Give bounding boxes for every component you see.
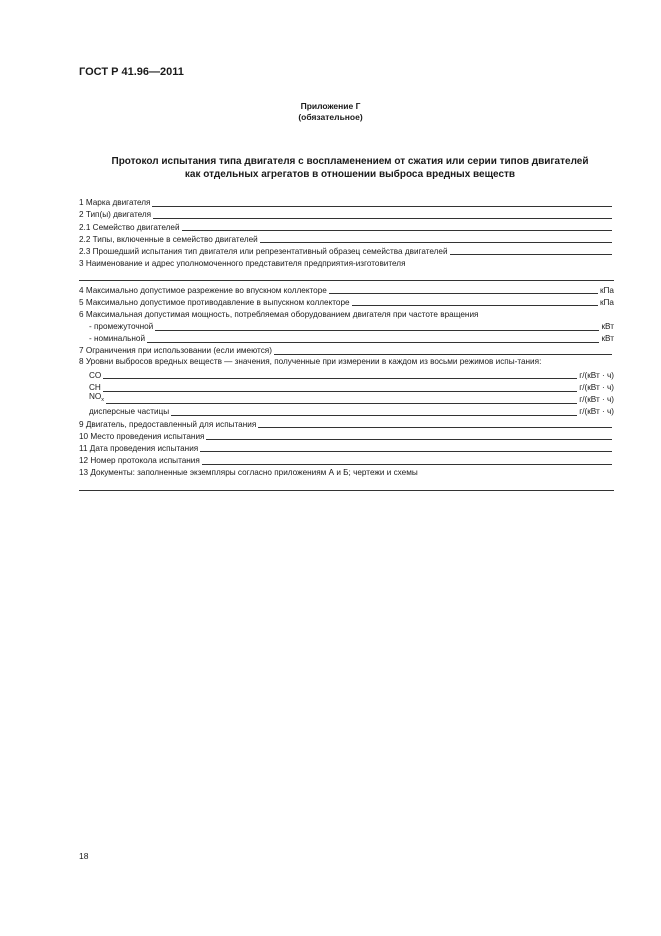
field-intake-depression	[79, 283, 614, 295]
field-label: 2.2 Типы, включенные в семейство двигателей	[79, 234, 258, 244]
field-emission-ch	[79, 381, 614, 393]
field-family-types	[79, 233, 614, 245]
field-label: - промежуточной	[89, 322, 154, 332]
protocol-title-line-2: как отдельных агрегатов в отношении выброса вредных веществ	[184, 169, 516, 180]
fill-line[interactable]	[171, 415, 577, 416]
nox-main: NO	[89, 392, 102, 402]
protocol-form	[79, 196, 614, 493]
appendix-subtitle: (обязательное)	[298, 112, 363, 122]
unit-label: кВт	[601, 322, 614, 332]
fill-line[interactable]	[206, 439, 612, 440]
field-engine-type	[79, 208, 614, 220]
field-test-location	[79, 430, 614, 442]
field-protocol-number	[79, 454, 614, 466]
fill-line[interactable]	[202, 464, 612, 465]
protocol-title-line-1: Протокол испытания типа двигателя с воспламенением от сжатия или серии типов двигателей	[111, 156, 589, 167]
nox-subscript: x	[101, 397, 105, 404]
field-label: 7 Ограничения при использовании (если имеются)	[79, 346, 272, 356]
fill-line[interactable]	[329, 293, 598, 294]
field-label: CH	[89, 383, 101, 393]
field-label: дисперсные частицы	[89, 407, 170, 417]
field-label: 8 Уровни выбросов вредных веществ — значения, полученные при измерении в каждом из восьми режимов испы-тания:	[79, 357, 542, 367]
field-emission-levels	[79, 356, 614, 368]
appendix-title: Приложение Г	[300, 101, 361, 111]
field-emission-nox	[79, 393, 614, 405]
fill-line[interactable]	[155, 330, 599, 331]
protocol-title	[60, 155, 640, 181]
field-label: - номинальной	[89, 334, 146, 344]
field-label: 2.3 Прошедший испытания тип двигателя или репрезентативный образец семейства двигателей	[79, 246, 448, 256]
field-max-power	[79, 308, 614, 320]
field-label: 11 Дата проведения испытания	[79, 443, 199, 453]
unit-label: г/(кВт · ч)	[579, 370, 614, 380]
fill-line[interactable]	[103, 391, 577, 392]
unit-label: г/(кВт · ч)	[579, 395, 614, 405]
fill-line[interactable]	[153, 218, 612, 219]
field-label: 9 Двигатель, предоставленный для испытания	[79, 419, 257, 429]
fill-line[interactable]	[450, 254, 612, 255]
field-label: 6 Максимальная допустимая мощность, потребляемая оборудованием двигателя при частоте вращения	[79, 309, 479, 319]
unit-label: кПа	[599, 297, 614, 307]
field-engine-family	[79, 220, 614, 232]
fill-line[interactable]	[260, 242, 612, 243]
document-code: ГОСТ Р 41.96—2011	[79, 66, 184, 78]
field-label: 4 Максимально допустимое разрежение во впускном коллекторе	[79, 285, 327, 295]
fill-line[interactable]	[106, 403, 577, 404]
field-engine-make	[79, 196, 614, 208]
field-label: 2 Тип(ы) двигателя	[79, 210, 152, 220]
field-test-engine	[79, 417, 614, 429]
fill-line[interactable]	[103, 378, 577, 379]
field-label: 5 Максимально допустимое противодавление в выпускном коллекторе	[79, 297, 350, 307]
fill-line[interactable]	[352, 305, 598, 306]
field-power-intermediate	[79, 320, 614, 332]
fill-line[interactable]	[147, 342, 599, 343]
fill-line[interactable]	[258, 427, 612, 428]
fill-line[interactable]	[274, 354, 612, 355]
field-label: CO	[89, 370, 102, 380]
field-tested-type	[79, 245, 614, 257]
page-number: 18	[79, 851, 89, 861]
unit-label: г/(кВт · ч)	[579, 383, 614, 393]
field-label	[89, 392, 104, 405]
field-exhaust-backpressure	[79, 296, 614, 308]
field-documents	[79, 466, 614, 478]
fill-line[interactable]	[200, 451, 612, 452]
field-label: 1 Марка двигателя	[79, 198, 151, 208]
fill-line[interactable]	[182, 230, 612, 231]
field-label: 3 Наименование и адрес уполномоченного представителя предприятия-изготовителя	[79, 259, 406, 269]
fill-line[interactable]	[79, 478, 614, 490]
field-label: 13 Документы: заполненные экземпляры согласно приложениям А и Б; чертежи и схемы	[79, 468, 418, 478]
appendix-heading	[0, 101, 661, 123]
field-power-nominal	[79, 332, 614, 344]
field-emission-pm	[79, 405, 614, 417]
field-label: 10 Место проведения испытания	[79, 431, 205, 441]
field-emission-co	[79, 369, 614, 381]
field-label: 12 Номер протокола испытания	[79, 456, 200, 466]
fill-line[interactable]	[79, 269, 614, 281]
field-test-date	[79, 442, 614, 454]
unit-label: кПа	[599, 285, 614, 295]
fill-line[interactable]	[152, 206, 612, 207]
unit-label: кВт	[601, 334, 614, 344]
field-restrictions	[79, 344, 614, 356]
field-representative	[79, 257, 614, 269]
unit-label: г/(кВт · ч)	[579, 407, 614, 417]
field-label: 2.1 Семейство двигателей	[79, 222, 180, 232]
